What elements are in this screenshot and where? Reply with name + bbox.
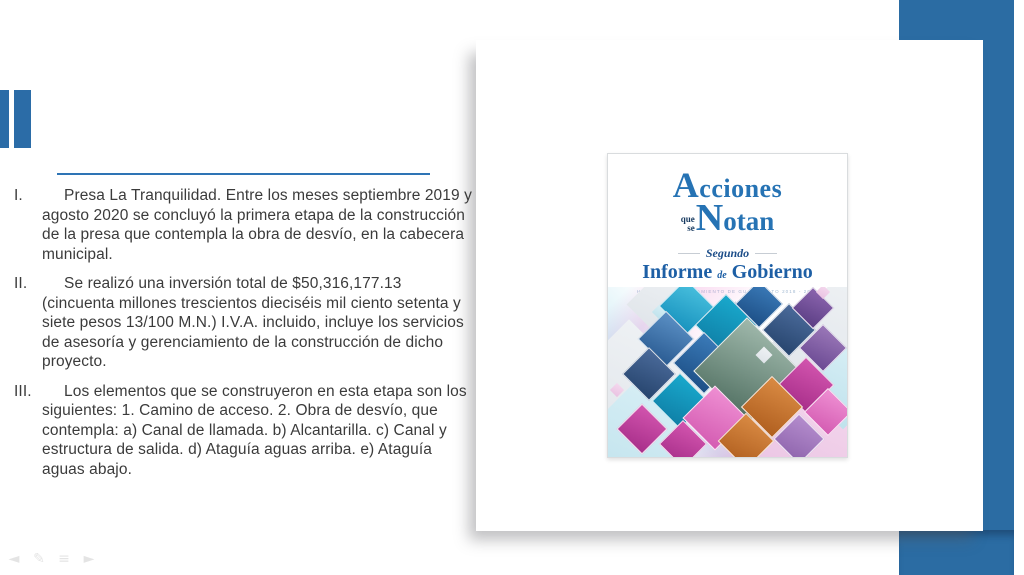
bullet-text: Presa La Tranquilidad. Entre los meses septiembre 2019 y agosto 2020 se concluyó la primera etapa de la construcción de la presa que contempla la obra de desvío, en la cabecera municipal. [42, 187, 472, 263]
subtitle-dash-left [678, 253, 700, 254]
cover-logo [608, 167, 847, 237]
pen-tool-button[interactable]: ✎ [33, 551, 45, 567]
subtitle-dash-right [755, 253, 777, 254]
cover-subtitle: Segundo [705, 246, 750, 260]
frame-right-bar [983, 0, 1014, 575]
bullet-text: Los elementos que se construyeron en esta etapa son los siguientes: 1. Camino de acceso. 2. Obra de desvío, que contempla: a) Canal de llamada. b) Alcantarilla. c) Canal y estructura de salida. d) Ataguía aguas arriba. e) Ataguía aguas abajo. [42, 382, 467, 478]
bullet-item-1 [14, 186, 474, 264]
divider-line [57, 173, 430, 175]
next-slide-button[interactable]: ► [83, 551, 95, 567]
bullet-numeral: III. [14, 382, 32, 400]
bullet-numeral: I. [14, 187, 23, 204]
bullet-text: Se realizó una inversión total de $50,316,177.13 (cincuenta millones trescientos dieciséis mil ciento setenta y siete pesos 13/100 M.N.) I.V.A. incluido, incluye los servicios de asesoría y gerenciamiento de la construcción de dicho proyecto. [42, 275, 464, 370]
slideshow-nav-bar [6, 551, 97, 567]
accent-bar-2 [14, 90, 31, 148]
bullet-numeral: II. [14, 275, 28, 292]
report-cover-image [607, 153, 848, 458]
all-slides-button[interactable]: ≡ [58, 551, 70, 567]
previous-slide-button[interactable]: ◄ [8, 551, 20, 567]
frame-bottom-bar [899, 530, 1014, 575]
cover-logo-notan: que se Notan [680, 197, 775, 239]
slide-text-block [14, 186, 474, 489]
bullet-item-2 [14, 274, 474, 372]
cover-report-title: Informe de Gobierno [642, 261, 813, 283]
accent-bar-1 [0, 90, 9, 148]
cover-logo-acciones: Acciones [672, 165, 783, 205]
cover-logo-quese: que se [680, 214, 695, 233]
cover-subtitle-row [608, 246, 847, 261]
cover-photo-mosaic [608, 287, 847, 457]
bullet-item-3 [14, 382, 474, 480]
